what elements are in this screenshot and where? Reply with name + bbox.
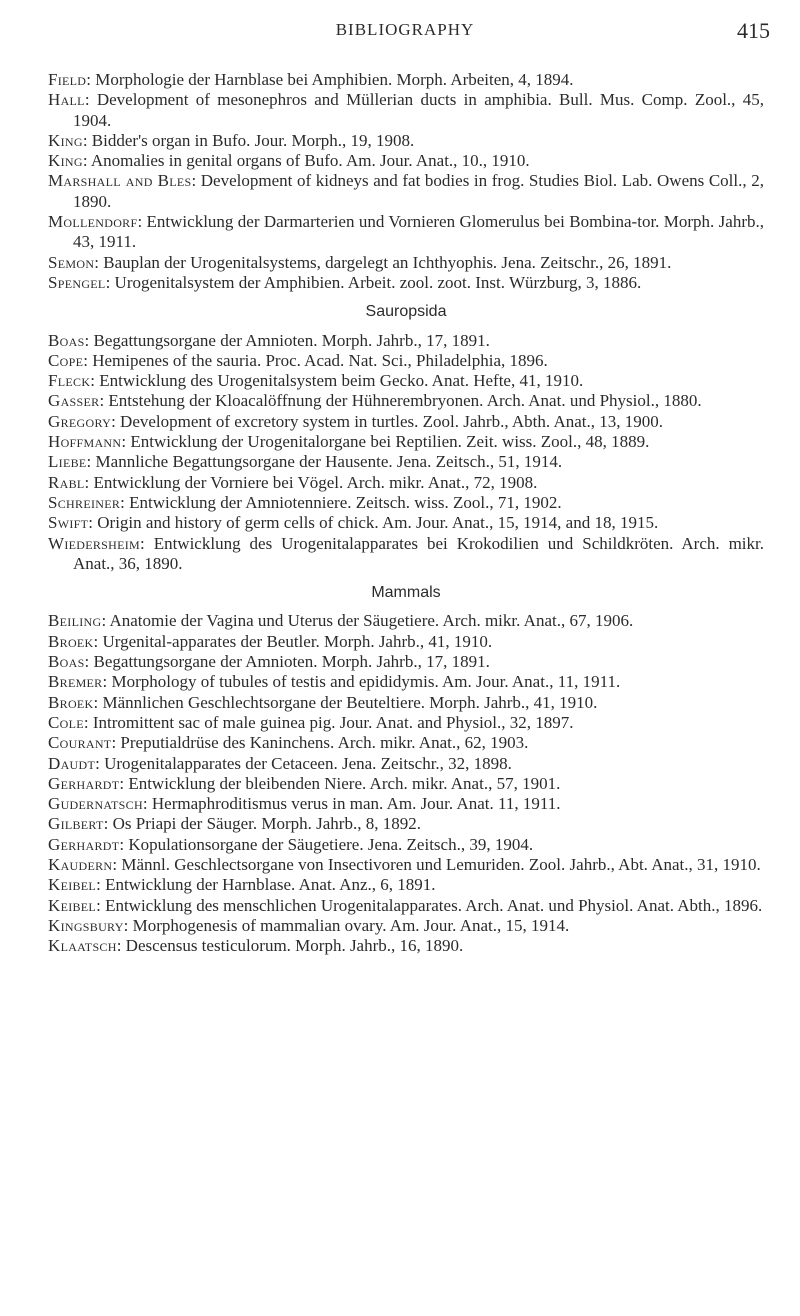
author-separator: : [121,432,131,452]
entry-text: Development of excretory system in turtles. Zool. Jahrb., Abth. Anat., 13, 1900. [120,411,664,431]
entry-author: Gilbert [48,814,104,834]
entry-text: Entwicklung des menschlichen Urogenitalapparates. Arch. Anat. und Physiol. Anat. Abth., 1896. [105,895,763,915]
author-separator: : [83,350,93,370]
entry-author: Hoffmann [48,432,122,452]
author-separator: : [84,90,97,110]
author-separator: : [137,212,147,232]
entry-text: Kopulationsorgane der Säugetiere. Jena. Zeitsch., 39, 1904. [128,834,534,854]
entry-author: Kingsbury [48,915,124,935]
entry-author: Marshall and Bles [48,171,192,191]
entry-text: Entwicklung der Urogenitalorgane bei Reptilien. Zeit. wiss. Zool., 48, 1889. [130,432,650,452]
bibliography-entry [48,855,764,875]
entry-text: Anatomie der Vagina und Uterus der Säugetiere. Arch. mikr. Anat., 67, 1906. [109,611,634,631]
bibliography-entry [48,513,764,533]
bibliography-entry [48,331,764,351]
running-title: BIBLIOGRAPHY [335,20,475,39]
bibliography-entry [48,713,764,733]
bibliography-entry [48,493,764,513]
entry-text: Morphology of tubules of testis and epididymis. Am. Jour. Anat., 11, 1911. [111,672,621,692]
bibliography-entry [48,875,764,895]
bibliography-entry [48,754,764,774]
entry-text: Entwicklung der Vorniere bei Vögel. Arch. mikr. Anat., 72, 1908. [93,472,538,492]
author-separator: : [102,672,112,692]
page-header [40,18,770,58]
bibliography-entry [48,733,764,753]
entry-text: Development of kidneys and fat bodies in frog. Studies Biol. Lab. Owens Coll., 2, 1890. [73,171,764,211]
entry-author: Klaatsch [48,936,117,956]
author-separator: : [142,794,152,814]
entry-author: Keibel [48,875,97,895]
entry-author: King [48,130,83,150]
entry-text: Entwicklung der Darmarterien und Vornieren Glomerulus bei Bombina-tor. Morph. Jahrb., 43, 1911. [73,212,764,252]
author-separator: : [93,631,103,651]
author-separator: : [93,692,103,712]
author-separator: : [84,472,94,492]
entry-text: Entwicklung der Amniotenniere. Zeitsch. wiss. Zool., 71, 1902. [129,492,562,512]
author-separator: : [101,611,110,631]
entry-text: Männl. Geschlectsorgane von Insectivoren und Lemuriden. Zool. Jahrb., Abt. Anat., 31, 1910. [121,854,761,874]
entry-text: Preputialdrüse des Kaninchens. Arch. mikr. Anat., 62, 1903. [120,733,529,753]
entry-author: Gasser [48,391,100,411]
author-separator: : [83,712,93,732]
entry-text: Entwicklung der bleibenden Niere. Arch. mikr. Anat., 57, 1901. [128,773,561,793]
entry-author: Boas [48,652,85,672]
author-separator: : [111,733,121,753]
bibliography-entry [48,835,764,855]
entry-author: King [48,151,83,171]
author-separator: : [84,652,94,672]
entry-text: Intromittent sac of male guinea pig. Jour. Anat. and Physiol., 32, 1897. [92,712,574,732]
author-separator: : [96,875,106,895]
entry-author: Cope [48,350,84,370]
entry-author: Cole [48,712,84,732]
entry-author: Gerhardt [48,834,120,854]
entry-text: Descensus testiculorum. Morph. Jahrb., 16, 1890. [125,936,464,956]
author-separator: : [84,330,94,350]
bibliography-entry [48,794,764,814]
bibliography-entry [48,253,764,273]
section-heading: Sauropsida [365,303,447,321]
entry-author: Liebe [48,452,87,472]
page-number: 415 [737,18,770,43]
entry-text: Os Priapi der Säuger. Morph. Jahrb., 8, 1892. [112,814,421,834]
author-separator: : [120,492,130,512]
entry-author: Gregory [48,411,112,431]
entry-text: Origin and history of germ cells of chick. Am. Jour. Anat., 15, 1914, and 18, 1915. [97,513,659,533]
bibliography-entry [48,936,764,956]
bibliography-entry [48,171,764,212]
entry-text: Morphogenesis of mammalian ovary. Am. Jour. Anat., 15, 1914. [132,915,570,935]
entry-text: Mannliche Begattungsorgane der Hausente. Jena. Zeitsch., 51, 1914. [95,452,563,472]
entry-text: Entstehung der Kloacalöffnung der Hühnerembryonen. Arch. Anat. und Physiol., 1880. [108,391,702,411]
bibliography-entry [48,473,764,493]
bibliography-entry [48,652,764,672]
author-separator: : [82,151,91,171]
entry-author: Field [48,70,87,89]
entry-author: Broek [48,631,94,651]
entry-author: Boas [48,330,85,350]
author-separator: : [116,936,126,956]
entry-text: Männlichen Geschlechtsorgane der Beuteltiere. Morph. Jahrb., 41, 1910. [102,692,598,712]
bibliography-entry [48,693,764,713]
entry-author: Kaudern [48,854,113,874]
bibliography-entry [48,151,764,171]
entry-text: Bidder's organ in Bufo. Jour. Morph., 19, 1908. [91,130,415,150]
bibliography-entry [48,70,764,90]
author-separator: : [82,130,92,150]
entry-author: Rabl [48,472,85,492]
entry-text: Begattungsorgane der Amnioten. Morph. Jahrb., 17, 1891. [93,330,490,350]
bibliography-entry [48,412,764,432]
author-separator: : [96,895,106,915]
author-separator: : [90,371,100,391]
entry-text: Morphologie der Harnblase bei Amphibien. Morph. Arbeiten, 4, 1894. [95,70,574,89]
entry-text: Entwicklung des Urogenitalsystem beim Gecko. Anat. Hefte, 41, 1910. [99,371,584,391]
bibliography-body [48,70,764,956]
bibliography-entry [48,916,764,936]
bibliography-entry [48,814,764,834]
entry-text: Urogenitalsystem der Amphibien. Arbeit. zool. zoot. Inst. Würzburg, 3, 1886. [114,272,642,292]
entry-author: Beiling [48,611,102,631]
bibliography-entry [48,371,764,391]
entry-text: Hemipenes of the sauria. Proc. Acad. Nat. Sci., Philadelphia, 1896. [92,350,548,370]
entry-author: Wiedersheim [48,533,141,553]
author-separator: : [86,70,96,89]
bibliography-entry [48,273,764,293]
author-separator: : [99,391,109,411]
author-separator: : [112,854,122,874]
bibliography-entry [48,90,764,131]
author-separator: : [94,252,104,272]
bibliography-entry [48,351,764,371]
entry-author: Spengel [48,272,106,292]
author-separator: : [86,452,96,472]
entry-author: Mollendorf [48,212,138,232]
entry-author: Semon [48,252,95,272]
entry-author: Schreiner [48,492,121,512]
bibliography-entry [48,611,764,631]
author-separator: : [111,411,121,431]
bibliography-entry [48,774,764,794]
entry-author: Courant [48,733,112,753]
bibliography-entry [48,672,764,692]
bibliography-entry [48,391,764,411]
bibliography-entry [48,534,764,575]
entry-author: Hall [48,90,85,110]
entry-text: Hermaphroditismus verus in man. Am. Jour. Anat. 11, 1911. [151,794,561,814]
entry-author: Gudernatsch [48,794,143,814]
entry-author: Fleck [48,371,91,391]
entry-author: Swift [48,513,89,533]
author-separator: : [119,834,129,854]
section-heading: Mammals [371,584,441,602]
bibliography-entry [48,432,764,452]
entry-text: Bauplan der Urogenitalsystems, dargelegt an Ichthyophis. Jena. Zeitschr., 26, 1891. [103,252,672,272]
entry-text: Development of mesonephros and Müllerian ducts in amphibia. Bull. Mus. Comp. Zool., 45, 1904. [73,90,764,130]
author-separator: : [140,533,154,553]
bibliography-entry [48,131,764,151]
author-separator: : [123,915,133,935]
entry-author: Keibel [48,895,97,915]
entry-text: Entwicklung des Urogenitalapparates bei Krokodilien und Schildkröten. Arch. mikr. Anat., 36, 1890. [73,533,764,573]
entry-text: Urogenitalapparates der Cetaceen. Jena. Zeitschr., 32, 1898. [104,753,512,773]
entry-author: Daudt [48,753,96,773]
author-separator: : [191,171,201,191]
entry-text: Urgenital-apparates der Beutler. Morph. Jahrb., 41, 1910. [102,631,493,651]
bibliography-entry [48,632,764,652]
entry-author: Gerhardt [48,773,120,793]
author-separator: : [119,773,129,793]
author-separator: : [95,753,105,773]
author-separator: : [88,513,98,533]
entry-text: Entwicklung der Harnblase. Anat. Anz., 6, 1891. [105,875,436,895]
bibliography-entry [48,212,764,253]
entry-text: Anomalies in genital organs of Bufo. Am. Jour. Anat., 10., 1910. [90,151,530,171]
entry-text: Begattungsorgane der Amnioten. Morph. Jahrb., 17, 1891. [93,652,490,672]
author-separator: : [103,814,113,834]
bibliography-entry [48,452,764,472]
author-separator: : [105,272,115,292]
bibliography-entry [48,896,764,916]
entry-author: Broek [48,692,94,712]
entry-author: Bremer [48,672,103,692]
